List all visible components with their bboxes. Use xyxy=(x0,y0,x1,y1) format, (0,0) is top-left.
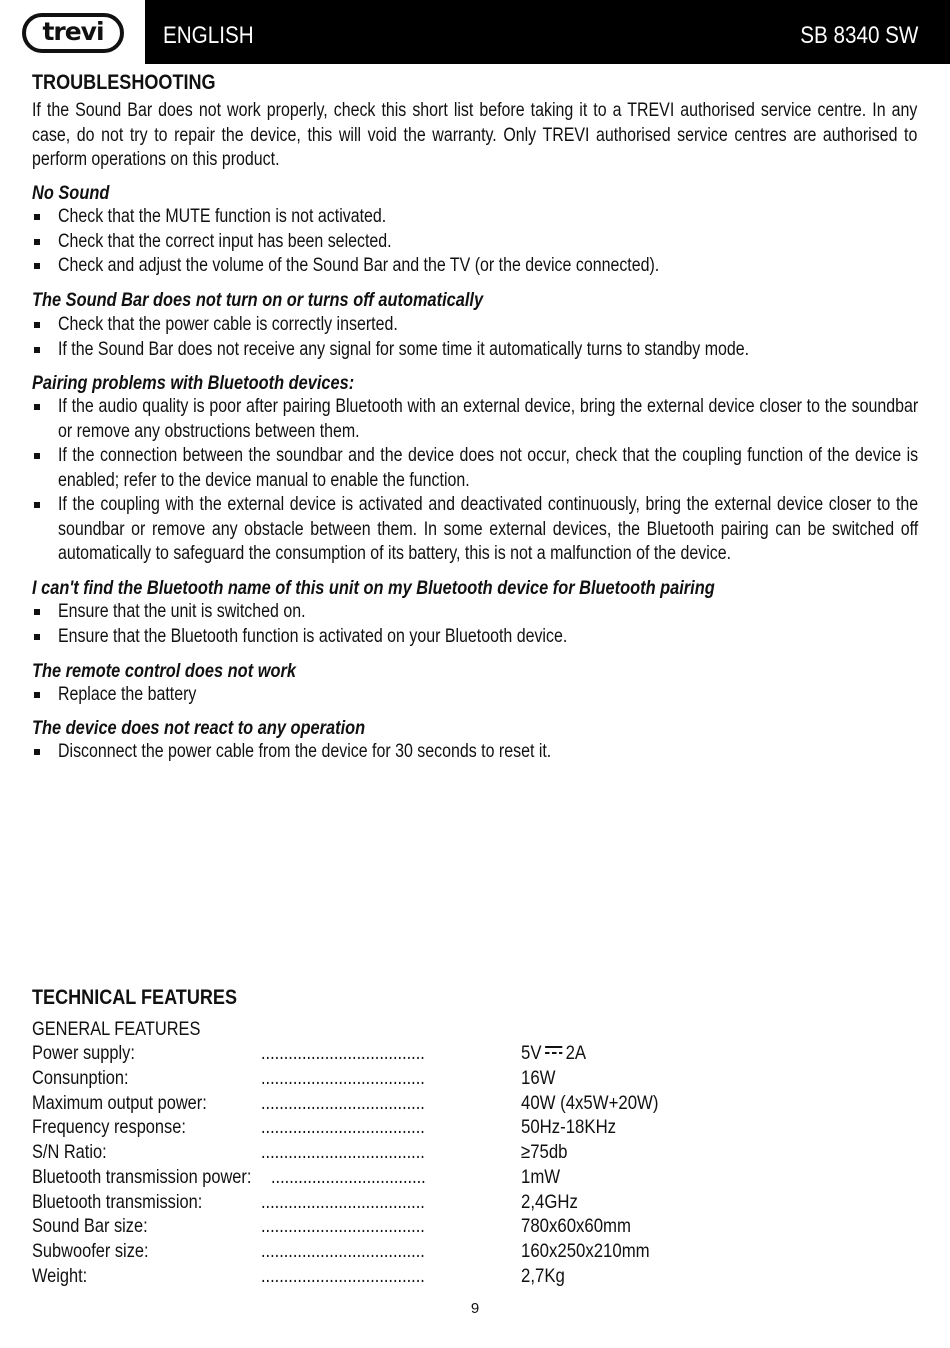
spec-label: Sound Bar size: xyxy=(32,1215,148,1237)
spec-value: 2,7Kg xyxy=(521,1265,565,1287)
list-item xyxy=(32,600,918,625)
language-label: ENGLISH xyxy=(163,22,254,49)
bullet-icon xyxy=(34,749,40,755)
list-item xyxy=(32,254,918,279)
section-heading-remote: The remote control does not work xyxy=(32,660,296,682)
list-item-text: Check that the correct input has been selected. xyxy=(58,230,392,252)
spec-label: Bluetooth transmission: xyxy=(32,1191,203,1213)
bullet-icon xyxy=(34,347,40,353)
list-item-text: If the Sound Bar does not receive any signal for some time it automatically turns to standby mode. xyxy=(58,338,750,360)
spec-group-label: GENERAL FEATURES xyxy=(32,1018,201,1040)
spec-leader-dots: .................................... xyxy=(261,1265,425,1287)
section-list-pairing xyxy=(32,395,918,567)
list-item xyxy=(32,625,918,650)
spec-label: Maximum output power: xyxy=(32,1092,207,1114)
section-heading-no-sound: No Sound xyxy=(32,182,110,204)
list-item xyxy=(32,395,918,444)
technical-title-text: TECHNICAL FEATURES xyxy=(32,986,238,1009)
spec-label: Subwoofer size: xyxy=(32,1240,149,1262)
list-item xyxy=(32,493,918,567)
bullet-icon xyxy=(34,609,40,615)
list-item-text: If the connection between the soundbar and the device does not occur, check that the coupling function of the device is enabled; refer to the device manual to enable the function. xyxy=(58,445,919,491)
troubleshooting-intro: If the Sound Bar does not work properly, check this short list before taking it to a TREVI authorised service centre. In any case, do not try to repair the device, this will void the warranty. Only TREVI authorised service centres are authorised to perform operations on this product. xyxy=(32,100,918,170)
spec-value: 160x250x210mm xyxy=(521,1240,650,1262)
list-item-text: Check that the MUTE function is not activated. xyxy=(58,206,387,227)
section-list-no-reaction xyxy=(32,740,918,765)
spec-label: Power supply: xyxy=(32,1042,135,1064)
spec-leader-dots: .................................... xyxy=(261,1191,425,1213)
page-header xyxy=(0,0,950,64)
list-item-text: If the coupling with the external device is activated and deactivated continuously, bring the external device closer to the soundbar or remove any obstacle between them. In some external devices, the Bluetooth pairing can be switched off automatically to safeguard the consumption of its battery, this is not a malfunction of the device. xyxy=(58,494,919,564)
list-item xyxy=(32,740,918,765)
list-item xyxy=(32,444,918,493)
spec-value: 780x60x60mm xyxy=(521,1215,631,1237)
spec-label: S/N Ratio: xyxy=(32,1141,107,1163)
spec-row-frequency xyxy=(32,1116,918,1141)
spec-label: Bluetooth transmission power: xyxy=(32,1166,252,1188)
section-heading-no-reaction: The device does not react to any operation xyxy=(32,717,366,739)
bullet-icon xyxy=(34,322,40,328)
section-list-bluetooth-name xyxy=(32,600,918,649)
model-label: SB 8340 SW xyxy=(799,22,918,49)
spec-leader-dots: .................................... xyxy=(261,1067,425,1089)
spec-leader-dots: .................................... xyxy=(261,1042,425,1064)
section-heading-power: The Sound Bar does not turn on or turns off automatically xyxy=(32,289,484,311)
brand-logo xyxy=(0,0,145,64)
list-item-text: Check that the power cable is correctly inserted. xyxy=(58,314,398,335)
spec-row-power-supply xyxy=(32,1042,918,1067)
bullet-icon xyxy=(34,634,40,640)
spec-row-max-output xyxy=(32,1092,918,1117)
spec-row-soundbar-size xyxy=(32,1215,918,1240)
spec-leader-dots: .................................... xyxy=(261,1240,425,1262)
page-number: 9 xyxy=(470,1300,480,1317)
technical-title xyxy=(32,985,270,1011)
spec-row-sn-ratio xyxy=(32,1141,918,1166)
spec-value: 2,4GHz xyxy=(521,1191,578,1213)
spec-value-voltage: 5V xyxy=(521,1042,542,1064)
spec-leader-dots: .................................... xyxy=(261,1215,425,1237)
section-heading-bluetooth-name: I can't find the Bluetooth name of this unit on my Bluetooth device for Bluetooth pairing xyxy=(32,577,715,599)
brand-logo-text: trevi xyxy=(42,17,104,46)
list-item xyxy=(32,338,918,363)
list-item-text: Replace the battery xyxy=(58,684,197,705)
spec-value: 16W xyxy=(521,1067,556,1089)
dc-current-icon xyxy=(545,1046,562,1056)
list-item-text: Check and adjust the volume of the Sound Bar and the TV (or the device connected). xyxy=(58,255,660,276)
bullet-icon xyxy=(34,263,40,269)
troubleshooting-title xyxy=(32,70,246,96)
spec-row-weight xyxy=(32,1265,918,1290)
spec-leader-dots: .................................... xyxy=(261,1141,425,1163)
spec-row-subwoofer-size xyxy=(32,1240,918,1265)
list-item xyxy=(32,313,918,338)
spec-value-current: 2A xyxy=(565,1042,587,1064)
bullet-icon xyxy=(34,239,40,245)
list-item xyxy=(32,683,918,708)
spec-value: 1mW xyxy=(521,1166,561,1188)
brand-logo-badge xyxy=(22,13,124,53)
spec-label: Frequency response: xyxy=(32,1116,186,1138)
spec-label: Weight: xyxy=(32,1265,88,1287)
section-list-no-sound xyxy=(32,205,918,279)
bullet-icon xyxy=(34,404,40,410)
spec-row-consumption xyxy=(32,1067,918,1092)
list-item-text: If the audio quality is poor after pairing Bluetooth with an external device, bring the external device closer to the soundbar or remove any obstructions between them. xyxy=(58,396,919,442)
bullet-icon xyxy=(34,692,40,698)
list-item xyxy=(32,230,918,255)
spec-leader-dots: .................................... xyxy=(261,1116,425,1138)
spec-leader-dots: .................................... xyxy=(261,1092,425,1114)
spec-row-bt-transmission xyxy=(32,1191,918,1216)
list-item-text: Ensure that the unit is switched on. xyxy=(58,601,306,622)
spec-value xyxy=(521,1042,586,1065)
list-item xyxy=(32,205,918,230)
list-item-text: Disconnect the power cable from the device for 30 seconds to reset it. xyxy=(58,741,552,762)
spec-value: 40W (4x5W+20W) xyxy=(521,1092,659,1114)
bullet-icon xyxy=(34,453,40,459)
spec-leader-dots: .................................. xyxy=(271,1166,426,1188)
spec-value: ≥75db xyxy=(521,1141,568,1163)
spec-value: 50Hz-18KHz xyxy=(521,1116,617,1138)
section-list-power xyxy=(32,313,918,362)
section-heading-pairing: Pairing problems with Bluetooth devices: xyxy=(32,372,355,394)
section-list-remote xyxy=(32,683,918,708)
bullet-icon xyxy=(34,214,40,220)
spec-label: Consunption: xyxy=(32,1067,129,1089)
list-item-text: Ensure that the Bluetooth function is activated on your Bluetooth device. xyxy=(58,625,568,647)
troubleshooting-title-text: TROUBLESHOOTING xyxy=(32,71,216,94)
bullet-icon xyxy=(34,502,40,508)
spec-row-bt-power xyxy=(32,1166,918,1191)
